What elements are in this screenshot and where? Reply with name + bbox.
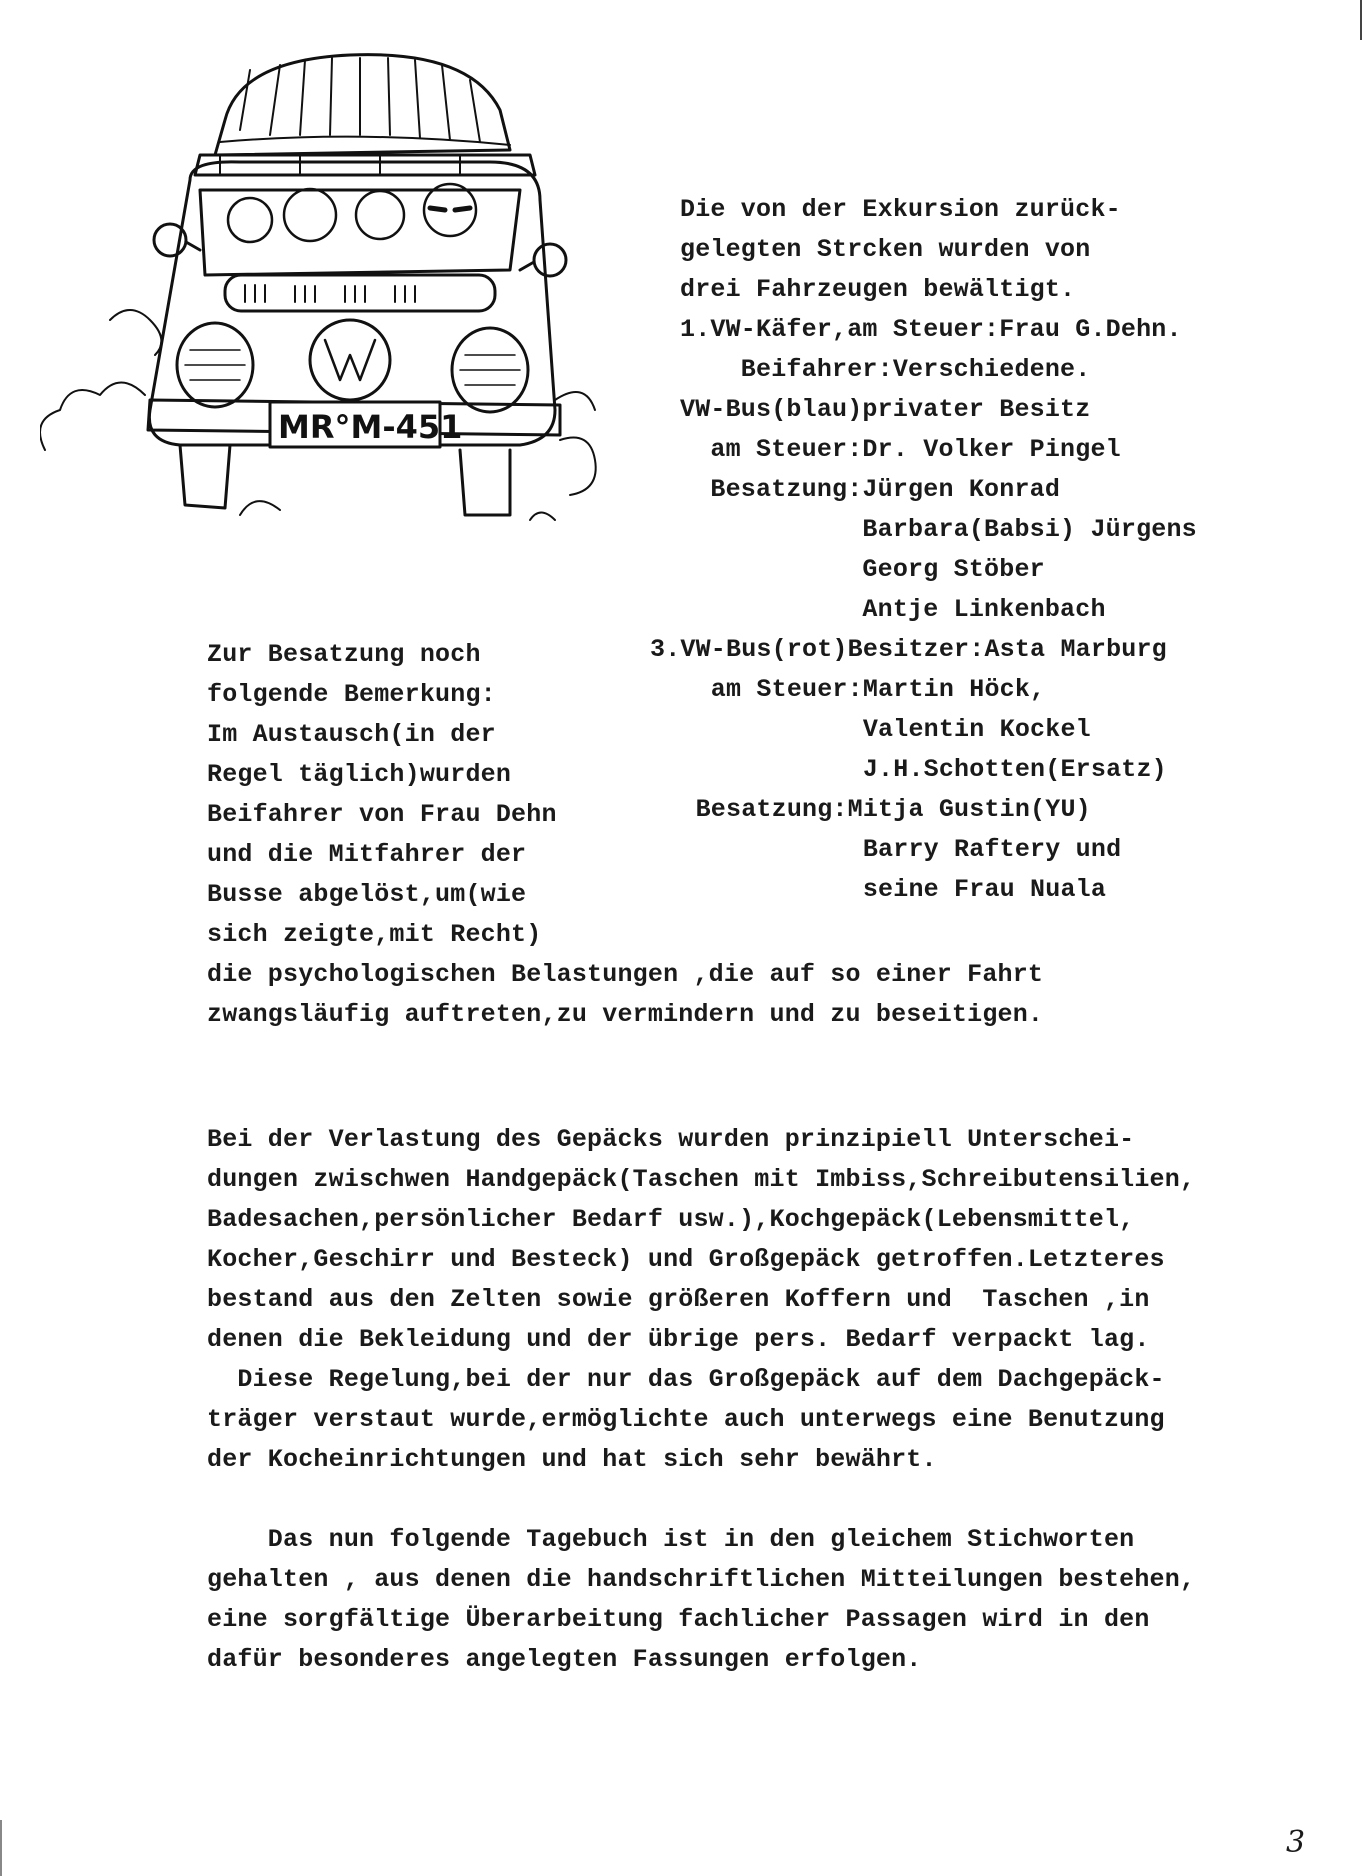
intro-line: gelegten Strcken wurden von: [680, 235, 1091, 264]
intro-line: Beifahrer:Verschiedene.: [680, 355, 1091, 384]
bus3-line: 3.VW-Bus(rot)Besitzer:Asta Marburg: [650, 635, 1167, 664]
intro-line: am Steuer:Dr. Volker Pingel: [680, 435, 1121, 464]
vw-bus-illustration: [40, 50, 600, 570]
remark-line: und die Mitfahrer der: [207, 840, 527, 869]
bus3-line: am Steuer:Martin Höck,: [650, 675, 1046, 704]
luggage-line: Badesachen,persönlicher Bedarf usw.),Kochgepäck(Lebensmittel,: [207, 1205, 1135, 1234]
intro-line: 1.VW-Käfer,am Steuer:Frau G.Dehn.: [680, 315, 1182, 344]
diary-line: eine sorgfältige Überarbeitung fachlicher Passagen wird in den: [207, 1605, 1150, 1634]
luggage-line: Kocher,Geschirr und Besteck) und Großgepäck getroffen.Letzteres: [207, 1245, 1165, 1274]
luggage-line: bestand aus den Zelten sowie größeren Koffern und Taschen ,in: [207, 1285, 1150, 1314]
bus3-line: J.H.Schotten(Ersatz): [650, 755, 1167, 784]
diary-line: Das nun folgende Tagebuch ist in den gleichem Stichworten: [207, 1525, 1135, 1554]
bus3-line: Valentin Kockel: [650, 715, 1091, 744]
bus3-line: Besatzung:Mitja Gustin(YU): [650, 795, 1091, 824]
intro-line: Georg Stöber: [680, 555, 1045, 584]
intro-line: Antje Linkenbach: [680, 595, 1106, 624]
remark-line: folgende Bemerkung:: [207, 680, 496, 709]
remark-line: sich zeigte,mit Recht): [207, 920, 542, 949]
diary-line: gehalten , aus denen die handschriftlichen Mitteilungen bestehen,: [207, 1565, 1196, 1594]
remark-line: Busse abgelöst,um(wie: [207, 880, 527, 909]
remark-line: Im Austausch(in der: [207, 720, 496, 749]
page-number: 3: [1286, 1825, 1306, 1860]
scan-edge-mark: [0, 1820, 2, 1876]
intro-line: Die von der Exkursion zurück-: [680, 195, 1121, 224]
intro-line: Besatzung:Jürgen Konrad: [680, 475, 1061, 504]
remark-line: die psychologischen Belastungen ,die auf so einer Fahrt: [207, 960, 1044, 989]
license-plate-text: MR°M-451: [278, 408, 463, 446]
diary-line: dafür besonderes angelegten Fassungen erfolgen.: [207, 1645, 922, 1674]
bus3-line: seine Frau Nuala: [650, 875, 1107, 904]
luggage-line: der Kocheinrichtungen und hat sich sehr bewährt.: [207, 1445, 937, 1474]
intro-line: VW-Bus(blau)privater Besitz: [680, 395, 1091, 424]
luggage-line: träger verstaut wurde,ermöglichte auch unterwegs eine Benutzung: [207, 1405, 1165, 1434]
luggage-line: dungen zwischwen Handgepäck(Taschen mit Imbiss,Schreibutensilien,: [207, 1165, 1196, 1194]
intro-line: Barbara(Babsi) Jürgens: [680, 515, 1197, 544]
remark-line: zwangsläufig auftreten,zu vermindern und zu beseitigen.: [207, 1000, 1044, 1029]
intro-line: drei Fahrzeugen bewältigt.: [680, 275, 1076, 304]
remark-line: Zur Besatzung noch: [207, 640, 481, 669]
luggage-line: Diese Regelung,bei der nur das Großgepäck auf dem Dachgepäck-: [207, 1365, 1165, 1394]
scan-edge-mark: [1360, 0, 1362, 40]
bus3-line: Barry Raftery und: [650, 835, 1122, 864]
luggage-line: denen die Bekleidung und der übrige pers. Bedarf verpackt lag.: [207, 1325, 1150, 1354]
luggage-line: Bei der Verlastung des Gepäcks wurden prinzipiell Unterschei-: [207, 1125, 1135, 1154]
remark-line: Beifahrer von Frau Dehn: [207, 800, 557, 829]
remark-line: Regel täglich)wurden: [207, 760, 512, 789]
